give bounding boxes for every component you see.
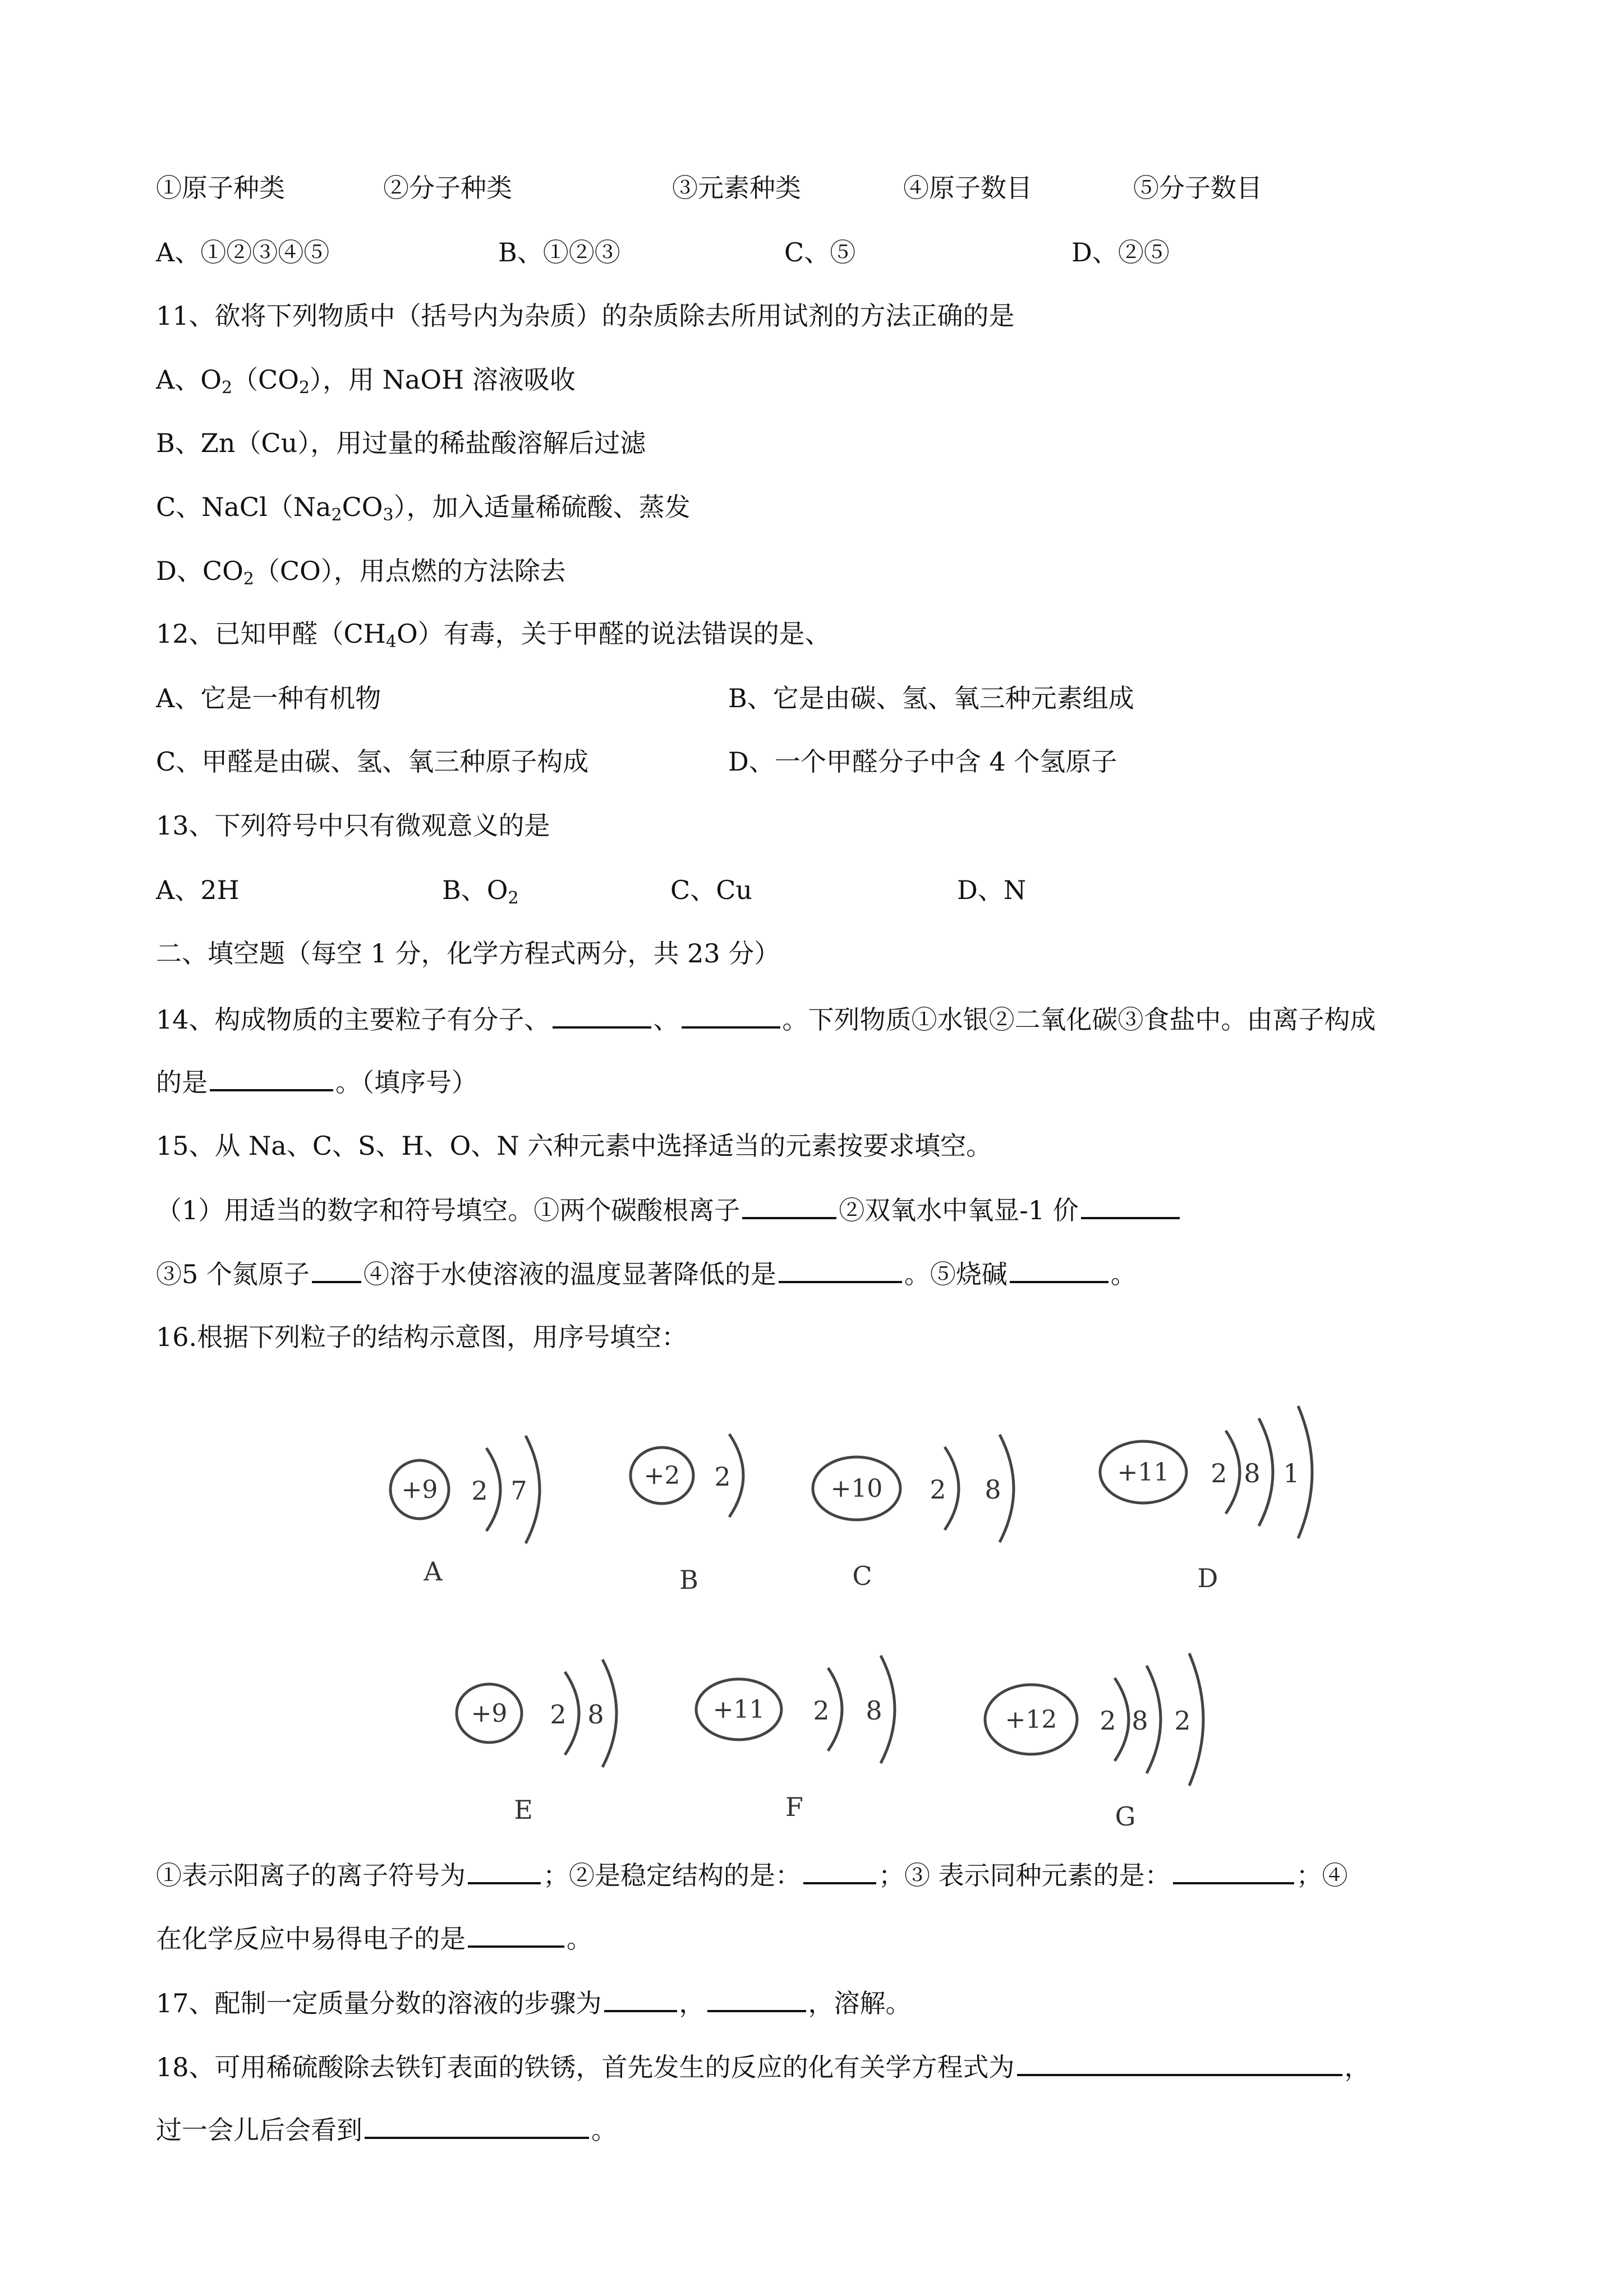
q12-option-b: B、它是由碳、氢、氧三种元素组成: [728, 683, 1134, 713]
electron-count: 8: [1131, 1705, 1148, 1736]
nucleus-charge: +12: [1005, 1705, 1057, 1734]
q11-option-a: A、$O_2(CO_2)$，用 NaOH 溶液吸收: [156, 365, 576, 398]
electron-shell-arc: [729, 1434, 743, 1517]
q10-item-1: ①原子种类: [156, 173, 285, 203]
atom-diagram-g: [985, 1653, 1203, 1832]
atom-label: C: [852, 1561, 872, 1591]
electron-count: 2: [1211, 1458, 1227, 1488]
q16-line-1: ①表示阳离子的离子符号为 ；②是稳定结构的是： ；③ 表示同种元素的是： ；④: [156, 1857, 1348, 1891]
q17-line: 17、配制一定质量分数的溶液的步骤为 ， ，溶解。: [156, 1985, 912, 2019]
nucleus-charge: +10: [830, 1474, 883, 1503]
atom-label: E: [514, 1795, 533, 1825]
q10-option-d: D、②⑤: [1071, 237, 1170, 268]
electron-count: 2: [714, 1461, 731, 1492]
electron-count: 2: [1174, 1705, 1191, 1736]
q10-option-b: B、①②③: [498, 237, 620, 268]
electron-count: 8: [587, 1699, 604, 1730]
q14-line-2: 的是 。（填序号）: [156, 1064, 477, 1098]
nucleus-charge: +11: [712, 1695, 765, 1724]
electron-shell-arc: [881, 1656, 895, 1763]
q17-blank-1[interactable]: [604, 1985, 677, 2012]
atom-diagram-e: [457, 1659, 617, 1825]
electron-shell-arc: [486, 1448, 500, 1531]
electron-shell-arc: [1259, 1418, 1273, 1526]
q15-stem: 15、从 Na、C、S、H、O、N 六种元素中选择适当的元素按要求填空。: [156, 1131, 992, 1161]
q11-option-d: D、$CO_2(CO)$，用点燃的方法除去: [156, 556, 566, 589]
q11-option-b: B、Zn（Cu），用过量的稀盐酸溶解后过滤: [156, 428, 646, 458]
q12-option-d: D、一个甲醛分子中含 4 个氢原子: [728, 746, 1117, 777]
q10-item-3: ③元素种类: [672, 173, 801, 203]
q18-blank-2[interactable]: [365, 2112, 589, 2139]
atom-diagram-a: [390, 1436, 540, 1587]
q10-item-4: ④原子数目: [903, 173, 1032, 203]
q16-blank-1[interactable]: [468, 1857, 541, 1884]
electron-count: 7: [510, 1476, 527, 1506]
q18-line-1: 18、可用稀硫酸除去铁钉表面的铁锈，首先发生的反应的化有关学方程式为 ，: [156, 2049, 1370, 2083]
electron-count: 2: [813, 1695, 830, 1726]
electron-shell-arc: [565, 1672, 579, 1755]
electron-count: 1: [1283, 1458, 1300, 1488]
q10-option-a: A、①②③④⑤: [156, 237, 330, 268]
q16-stem: 16.根据下列粒子的结构示意图，用序号填空：: [156, 1322, 688, 1352]
q13-stem: 13、下列符号中只有微观意义的是: [156, 810, 550, 841]
q13-option-c: C、Cu: [670, 875, 753, 905]
q12-option-a: A、它是一种有机物: [156, 683, 381, 713]
q16-blank-4[interactable]: [468, 1921, 564, 1948]
atom-diagram-d: [1100, 1406, 1312, 1593]
q18-blank-1[interactable]: [1017, 2049, 1342, 2076]
q18-line-2: 过一会儿后会看到 。: [156, 2112, 617, 2146]
electron-count: 2: [930, 1474, 946, 1505]
electron-shell-arc: [945, 1447, 959, 1530]
electron-shell-arc: [1226, 1431, 1240, 1514]
q15-line-1: （1）用适当的数字和符号填空。①两个碳酸根离子 ②双氧水中氧显-1 价: [156, 1192, 1182, 1226]
electron-shell-arc: [602, 1659, 617, 1767]
q10-item-5: ⑤分子数目: [1133, 173, 1262, 203]
electron-shell-arc: [1298, 1406, 1312, 1538]
electron-shell-arc: [1189, 1653, 1203, 1786]
electron-count: 2: [1099, 1705, 1116, 1736]
electron-shell-arc: [526, 1436, 540, 1543]
nucleus-charge: +9: [471, 1699, 508, 1728]
atom-diagram-f: [696, 1656, 895, 1822]
atom-diagram-b: [631, 1434, 743, 1595]
q11-stem: 11、欲将下列物质中（括号内为杂质）的杂质除去所用试剂的方法正确的是: [156, 301, 1015, 331]
electron-shell-arc: [828, 1668, 842, 1751]
q12-option-c: C、甲醛是由碳、氢、氧三种原子构成: [156, 746, 589, 777]
electron-shell-arc: [1000, 1435, 1014, 1542]
atom-label: F: [785, 1792, 803, 1822]
atom-label: B: [679, 1565, 698, 1595]
q16-blank-3[interactable]: [1173, 1857, 1294, 1884]
electron-shell-arc: [1147, 1666, 1161, 1773]
q12-stem: 12、已知甲醛$(CH_4O)$有毒，关于甲醛的说法错误的是、: [156, 619, 831, 652]
q15-line-2: ③5 个氮原子 ④溶于水使溶液的温度显著降低的是 。⑤烧碱 。: [156, 1256, 1137, 1290]
atom-label: A: [424, 1556, 443, 1587]
electron-shell-arc: [1115, 1678, 1129, 1761]
atom-label: G: [1115, 1801, 1136, 1832]
atom-label: D: [1197, 1563, 1218, 1593]
electron-count: 2: [550, 1699, 567, 1730]
section-2-heading: 二、填空题（每空 1 分，化学方程式两分，共 23 分）: [156, 938, 780, 969]
electron-count: 8: [984, 1474, 1001, 1505]
q17-blank-2[interactable]: [707, 1985, 806, 2012]
q10-item-2: ②分子种类: [383, 173, 512, 203]
q13-option-a: A、2H: [156, 875, 240, 905]
electron-count: 8: [866, 1695, 882, 1726]
electron-count: 8: [1244, 1458, 1260, 1488]
nucleus-charge: +2: [643, 1461, 680, 1490]
q11-option-c: C、$NaCl(Na_2CO_3)$，加入适量稀硫酸、蒸发: [156, 492, 691, 525]
nucleus-charge: +11: [1117, 1458, 1170, 1487]
q13-option-b: B、$O_2$: [442, 875, 519, 908]
q10-option-c: C、⑤: [784, 237, 856, 268]
q14-line-1: 14、构成物质的主要粒子有分子、 、 。下列物质①水银②二氧化碳③食盐中。由离子构成: [156, 1002, 1376, 1035]
atom-diagram-c: [813, 1435, 1014, 1591]
q13-option-d: D、N: [957, 875, 1027, 905]
q16-line-2: 在化学反应中易得电子的是 。: [156, 1921, 592, 1954]
electron-count: 2: [471, 1476, 488, 1506]
q16-blank-2[interactable]: [803, 1857, 876, 1884]
nucleus-charge: +9: [401, 1476, 438, 1504]
